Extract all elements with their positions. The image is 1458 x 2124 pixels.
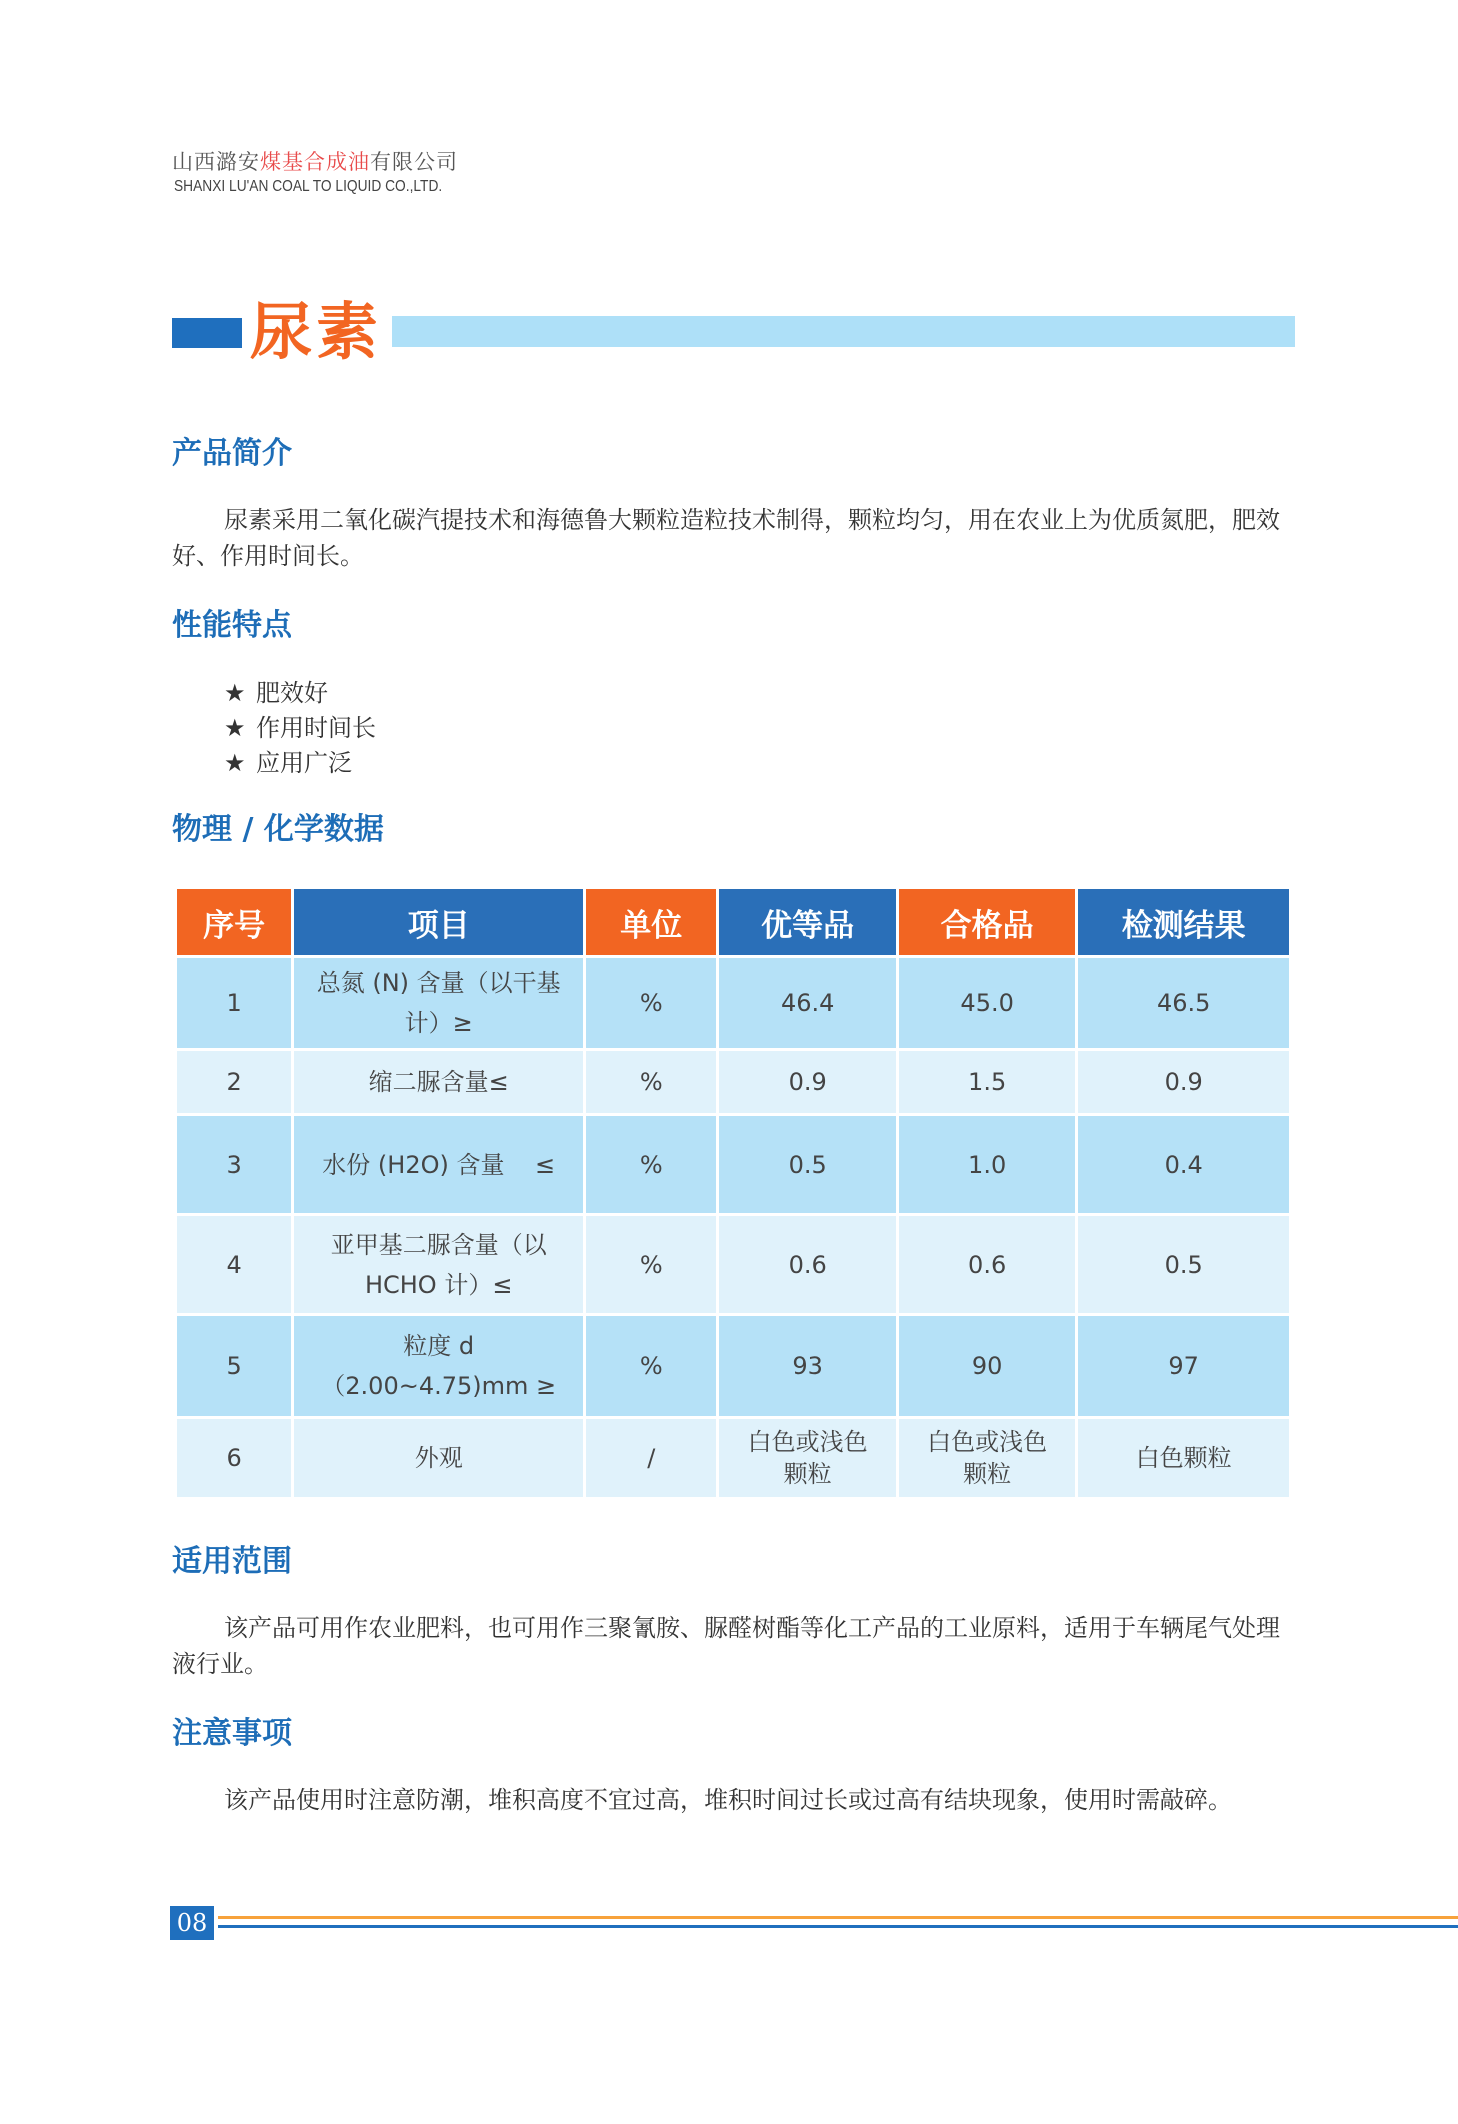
table-cell: 3 [177,1116,291,1213]
table-row [177,958,1289,1048]
table-cell: 93 [719,1316,895,1416]
table-cell: 0.5 [719,1116,895,1213]
feature-text: 作用时间长 [256,714,376,742]
star-icon: ★ [224,749,246,777]
table-row [177,1116,1289,1213]
table-cell: 0.5 [1078,1216,1289,1313]
table-cell: 97 [1078,1316,1289,1416]
list-item [224,746,376,781]
table-cell: % [586,1116,716,1213]
page-number: 08 [170,1906,214,1940]
feature-list [224,676,376,781]
col-header-item: 项目 [294,889,583,955]
table-cell: 0.4 [1078,1116,1289,1213]
table-header-row [177,889,1289,955]
section-heading-features: 性能特点 [172,608,292,643]
table-row [177,1419,1289,1497]
table-cell: / [586,1419,716,1497]
table-cell: 总氮 (N) 含量（以干基计）≥ [294,958,583,1048]
table-cell: 0.9 [1078,1051,1289,1113]
title-accent-bar [172,318,242,348]
title-decor-bar [392,316,1295,347]
section-heading-notes: 注意事项 [172,1716,292,1751]
section-heading-intro: 产品简介 [172,436,292,471]
table-cell: 缩二脲含量≤ [294,1051,583,1113]
notes-paragraph [172,1782,1298,1818]
section-heading-data: 物理 / 化学数据 [172,812,384,847]
intro-text: 尿素采用二氧化碳汽提技术和海德鲁大颗粒造粒技术制得，颗粒均匀，用在农业上为优质氮肥，肥效好、作用时间长。 [172,506,1280,570]
table-cell: % [586,1316,716,1416]
table-cell: % [586,958,716,1048]
table-cell: 5 [177,1316,291,1416]
table-cell: 0.6 [719,1216,895,1313]
col-header-premium: 优等品 [719,889,895,955]
company-name-cn-highlight: 煤基合成油 [260,150,370,174]
table-cell: 0.9 [719,1051,895,1113]
scope-text: 该产品可用作农业肥料，也可用作三聚氰胺、脲醛树酯等化工产品的工业原料，适用于车辆尾气处理液行业。 [172,1614,1280,1678]
intro-paragraph [172,502,1298,574]
notes-text: 该产品使用时注意防潮，堆积高度不宜过高，堆积时间过长或过高有结块现象，使用时需敲碎。 [224,1786,1232,1814]
col-header-qualified: 合格品 [899,889,1075,955]
company-name-en: SHANXI LU'AN COAL TO LIQUID CO.,LTD. [174,178,443,195]
table-cell: 粒度 d（2.00~4.75)mm ≥ [294,1316,583,1416]
company-name-cn-pre: 山西潞安 [172,150,260,174]
page-title: 尿素 [250,295,383,368]
table-cell: 2 [177,1051,291,1113]
col-header-unit: 单位 [586,889,716,955]
company-name-cn-post: 有限公司 [370,150,458,174]
section-heading-scope: 适用范围 [172,1544,292,1579]
feature-text: 应用广泛 [256,749,352,777]
table-cell: 外观 [294,1419,583,1497]
col-header-result: 检测结果 [1078,889,1289,955]
feature-text: 肥效好 [256,679,328,707]
company-name-cn [172,146,458,176]
table-cell: 1.5 [899,1051,1075,1113]
col-header-index: 序号 [177,889,291,955]
table-row [177,1316,1289,1416]
star-icon: ★ [224,714,246,742]
table-row [177,1216,1289,1313]
table-cell: % [586,1216,716,1313]
list-item [224,676,376,711]
footer-divider-blue [218,1925,1458,1928]
star-icon: ★ [224,679,246,707]
table-cell: 0.6 [899,1216,1075,1313]
table-cell: 1 [177,958,291,1048]
table-row [177,1051,1289,1113]
table-cell: 1.0 [899,1116,1075,1213]
table-cell: 白色或浅色颗粒 [719,1419,895,1497]
list-item [224,711,376,746]
footer-divider-orange [218,1916,1458,1919]
scope-paragraph [172,1610,1298,1682]
table-cell: 水份 (H2O) 含量 ≤ [294,1116,583,1213]
table-cell: 46.4 [719,958,895,1048]
table-cell: 6 [177,1419,291,1497]
table-cell: 亚甲基二脲含量（以 HCHO 计）≤ [294,1216,583,1313]
table-cell: 4 [177,1216,291,1313]
table-cell: 白色或浅色颗粒 [899,1419,1075,1497]
table-cell: 白色颗粒 [1078,1419,1289,1497]
table-cell: 46.5 [1078,958,1289,1048]
table-cell: 45.0 [899,958,1075,1048]
spec-table [174,886,1292,1500]
table-cell: 90 [899,1316,1075,1416]
table-cell: % [586,1051,716,1113]
